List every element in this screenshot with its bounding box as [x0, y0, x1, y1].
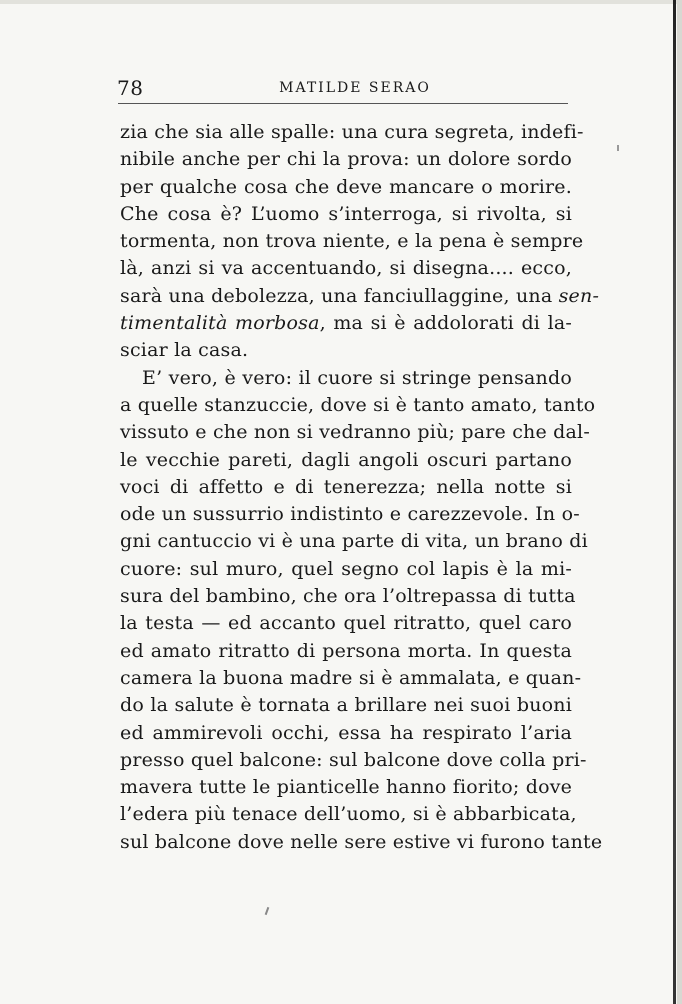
- text-line: gni cantuccio vi è una parte di vita, un brano di: [120, 530, 588, 553]
- text-line: l’edera più tenace dell’uomo, si è abbarbicata,: [120, 803, 577, 826]
- text-line: vissuto e che non si vedranno più; pare che dal-: [120, 421, 590, 444]
- running-title: MATILDE SERAO: [279, 80, 431, 96]
- running-head: [117, 76, 569, 102]
- text-line: ed ammirevoli occhi, essa ha respirato l’aria: [120, 721, 572, 744]
- scan-right-edge: [673, 0, 676, 1004]
- text-line: tormenta, non trova niente, e la pena è sempre: [120, 230, 584, 253]
- page-top-shadow: [0, 0, 682, 4]
- text-line: [120, 283, 600, 310]
- text-line: a quelle stanzuccie, dove si è tanto amato, tanto: [120, 393, 596, 416]
- text-line: ode un sussurrio indistinto e carezzevole. In o-: [120, 503, 580, 526]
- text-segment: , ma si è addolorati di la-: [319, 312, 572, 335]
- margin-speck: [617, 145, 619, 151]
- text-line: le vecchie pareti, dagli angoli oscuri partano: [120, 448, 572, 471]
- text-line: Che cosa è? L’uomo s’interroga, si rivolta, si: [120, 202, 572, 225]
- text-line: cuore: sul muro, quel segno col lapis è la mi-: [120, 557, 572, 580]
- header-rule: [118, 103, 568, 104]
- text-line: do la salute è tornata a brillare nei suoi buoni: [120, 694, 572, 717]
- text-line: camera la buona madre si è ammalata, e quan-: [120, 666, 582, 689]
- text-line: sul balcone dove nelle sere estive vi furono tante: [120, 830, 603, 853]
- text-line: [120, 310, 572, 337]
- body-text: [120, 119, 603, 856]
- text-line: ed amato ritratto di persona morta. In questa: [120, 639, 572, 662]
- italic-segment: timentalità morbosa: [120, 312, 320, 335]
- text-line: sura del bambino, che ora l’oltrepassa di tutta: [120, 585, 576, 608]
- text-line: per qualche cosa che deve mancare o morire.: [120, 175, 572, 198]
- text-line: nibile anche per chi la prova: un dolore sordo: [120, 148, 572, 171]
- text-line: presso quel balcone: sul balcone dove colla pri-: [120, 748, 587, 771]
- page-number: 78: [117, 76, 144, 100]
- stray-ink-mark: [265, 907, 270, 915]
- text-segment: sarà una debolezza, una fanciullaggine, una: [120, 284, 559, 307]
- text-line: mavera tutte le pianticelle hanno fiorito; dove: [120, 776, 573, 799]
- text-line: E’ vero, è vero: il cuore si stringe pensando: [142, 366, 572, 389]
- scan-right-margin: [677, 0, 682, 1004]
- text-line: zia che sia alle spalle: una cura segreta, indefi-: [120, 121, 584, 143]
- text-line: sciar la casa.: [120, 339, 249, 362]
- italic-segment: sen-: [558, 284, 600, 307]
- text-line: là, anzi si va accentuando, si disegna.... ecco,: [120, 257, 572, 280]
- text-line: la testa — ed accanto quel ritratto, quel caro: [120, 612, 572, 635]
- text-line: voci di affetto e di tenerezza; nella notte si: [120, 475, 572, 498]
